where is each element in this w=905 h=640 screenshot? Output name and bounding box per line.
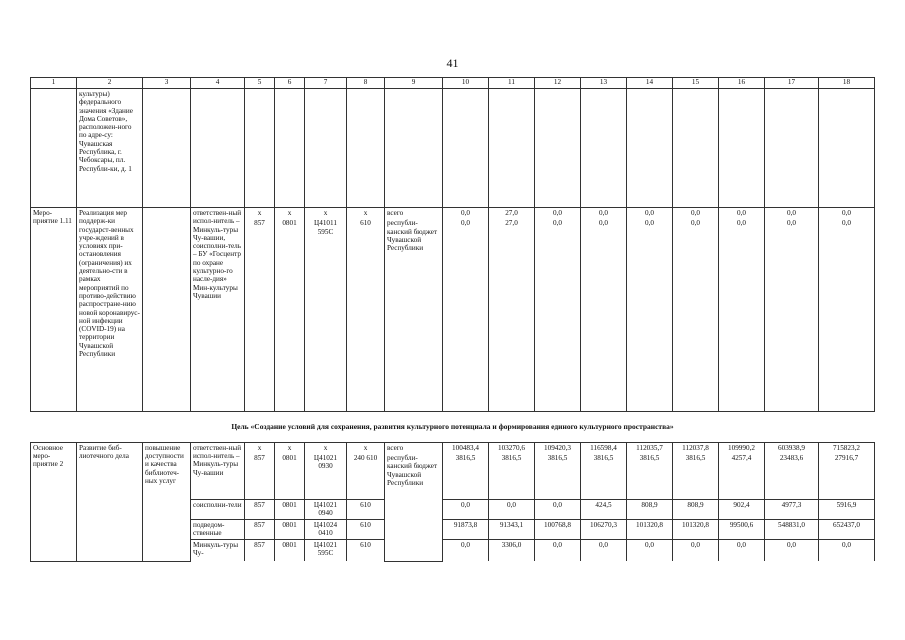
value-cell: 0,0 xyxy=(627,218,673,411)
value-cell: 0,0 xyxy=(673,539,719,561)
value-cell: 0,0 xyxy=(765,539,819,561)
value-cell: 0,0 xyxy=(535,218,581,411)
row-goal-text: повышение доступности и качества библиотеч-ных услуг xyxy=(143,442,191,561)
header-cell: 5 xyxy=(245,78,275,89)
table-cell xyxy=(765,89,819,208)
value-cell: 652437,0 xyxy=(819,519,875,539)
value-cell: 100483,4 xyxy=(443,442,489,453)
table-cell xyxy=(443,89,489,208)
value-cell: 23483,6 xyxy=(765,453,819,499)
table-cell: Ц41021 0930 xyxy=(305,453,347,499)
row-executor: ответствен-ный испол-нитель – Минкуль-туры Чу-вашии xyxy=(191,442,245,499)
table-cell: республи-канский бюджет Чувашской Республики xyxy=(385,218,443,411)
value-cell: 27916,7 xyxy=(819,453,875,499)
table-cell xyxy=(143,89,191,208)
table-cell: 610 xyxy=(347,519,385,539)
value-cell: 0,0 xyxy=(443,218,489,411)
table-cell xyxy=(819,89,875,208)
value-cell: 0,0 xyxy=(581,218,627,411)
table-cell: 240 610 xyxy=(347,453,385,499)
table-cell: 0801 xyxy=(275,453,305,499)
header-cell: 8 xyxy=(347,78,385,89)
value-cell: 3816,5 xyxy=(581,453,627,499)
row-executor: Минкуль-туры Чу- xyxy=(191,539,245,561)
value-cell: 548831,0 xyxy=(765,519,819,539)
value-cell: 101320,8 xyxy=(627,519,673,539)
page-number: 41 xyxy=(446,56,459,70)
value-cell: 112035,7 xyxy=(627,442,673,453)
value-cell: 100768,8 xyxy=(535,519,581,539)
value-cell: 0,0 xyxy=(443,539,489,561)
value-cell: 0,0 xyxy=(443,499,489,519)
row-executor: соисполни-тели xyxy=(191,499,245,519)
value-cell: 0,0 xyxy=(443,208,489,219)
value-cell: 808,9 xyxy=(627,499,673,519)
value-cell: 0,0 xyxy=(489,499,535,519)
value-cell: 91343,1 xyxy=(489,519,535,539)
table-cell: 0801 xyxy=(275,539,305,561)
value-cell: 27,0 xyxy=(489,208,535,219)
table-cell xyxy=(347,89,385,208)
header-cell: 15 xyxy=(673,78,719,89)
table-cell: 0801 xyxy=(275,218,305,411)
table-cell xyxy=(191,89,245,208)
table-cell: 857 xyxy=(245,218,275,411)
value-cell: 0,0 xyxy=(719,218,765,411)
value-cell: 116598,4 xyxy=(581,442,627,453)
value-cell: 0,0 xyxy=(673,208,719,219)
row-description: культуры) федерального значения «Здание Дома Советов», расположен-ного по адре-су: Чувашская Республика, г. Чебоксары, пл. Республи-ки, д. 1 xyxy=(77,89,143,208)
value-cell: 902,4 xyxy=(719,499,765,519)
table-row xyxy=(31,442,875,453)
table-cell: Ц41011 595С xyxy=(305,218,347,411)
value-cell: 603938,9 xyxy=(765,442,819,453)
value-cell: 808,9 xyxy=(673,499,719,519)
header-cell: 17 xyxy=(765,78,819,89)
value-cell: 0,0 xyxy=(819,539,875,561)
value-cell: 0,0 xyxy=(535,208,581,219)
value-cell: 0,0 xyxy=(627,208,673,219)
goal-row xyxy=(31,411,875,442)
table-row xyxy=(31,89,875,208)
header-cell: 16 xyxy=(719,78,765,89)
table-cell: Ц41024 0410 xyxy=(305,519,347,539)
table-row xyxy=(31,208,875,219)
table-cell xyxy=(581,89,627,208)
value-cell: 0,0 xyxy=(765,208,819,219)
budget-table xyxy=(30,77,875,562)
value-cell: 112037,8 xyxy=(673,442,719,453)
table-cell: 0801 xyxy=(275,519,305,539)
header-cell: 10 xyxy=(443,78,489,89)
table-cell: x xyxy=(275,208,305,219)
value-cell: 424,5 xyxy=(581,499,627,519)
header-cell: 7 xyxy=(305,78,347,89)
header-row xyxy=(31,78,875,89)
row-description: Реализация мер поддерж-ки государст-венных учре-ждений в условиях при-остановления (ограничения) их деятельно-сти в рамках мероприятий по противо-действию распростране-нию новой коронавирус-ной инфекции (COVID-19) на территории Чувашской Республики xyxy=(77,208,143,412)
row-label: Основное меро-приятие 2 xyxy=(31,442,77,561)
header-cell: 18 xyxy=(819,78,875,89)
table-cell xyxy=(673,89,719,208)
table-cell xyxy=(489,89,535,208)
table-cell: 0801 xyxy=(275,499,305,519)
table-cell: x xyxy=(305,208,347,219)
table-cell xyxy=(719,89,765,208)
value-cell: 0,0 xyxy=(819,208,875,219)
value-cell: 3816,5 xyxy=(535,453,581,499)
value-cell: 0,0 xyxy=(719,539,765,561)
table-cell xyxy=(143,208,191,412)
value-cell: 3306,0 xyxy=(489,539,535,561)
table-cell: Ц41021 595С xyxy=(305,539,347,561)
goal-title: Цель «Создание условий для сохранения, развития культурного потенциала и формирования единого культурного пространства» xyxy=(31,411,875,442)
table-cell xyxy=(535,89,581,208)
table-cell: 857 xyxy=(245,453,275,499)
value-cell: 0,0 xyxy=(719,208,765,219)
header-cell: 9 xyxy=(385,78,443,89)
table-cell: x xyxy=(347,442,385,453)
table-cell: 610 xyxy=(347,218,385,411)
table-cell: Ц41021 0940 xyxy=(305,499,347,519)
row-description: Развитие биб-лиотечного дела xyxy=(77,442,143,561)
value-cell: 3816,5 xyxy=(673,453,719,499)
row-executor: ответствен-ный испол-нитель – Минкуль-туры Чу-вашии, соисполни-тель – БУ «Госцентр по охране культурно-го насле-дия» Мин-культуры Чувашии xyxy=(191,208,245,412)
table-cell: республи-канский бюджет Чувашской Республики xyxy=(385,453,443,561)
value-cell: 715823,2 xyxy=(819,442,875,453)
value-cell: 0,0 xyxy=(673,218,719,411)
header-cell: 3 xyxy=(143,78,191,89)
value-cell: 3816,5 xyxy=(627,453,673,499)
table-cell xyxy=(275,89,305,208)
value-cell: 0,0 xyxy=(581,208,627,219)
value-cell: 27,0 xyxy=(489,218,535,411)
value-cell: 0,0 xyxy=(819,218,875,411)
table-cell: 857 xyxy=(245,539,275,561)
table-cell: 857 xyxy=(245,499,275,519)
table-cell: x xyxy=(245,208,275,219)
value-cell: 0,0 xyxy=(535,539,581,561)
table-cell: всего xyxy=(385,208,443,219)
value-cell: 0,0 xyxy=(627,539,673,561)
header-cell: 1 xyxy=(31,78,77,89)
header-cell: 4 xyxy=(191,78,245,89)
header-cell: 11 xyxy=(489,78,535,89)
value-cell: 0,0 xyxy=(535,499,581,519)
header-cell: 14 xyxy=(627,78,673,89)
value-cell: 101320,8 xyxy=(673,519,719,539)
table-cell: x xyxy=(347,208,385,219)
value-cell: 3816,5 xyxy=(489,453,535,499)
value-cell: 91873,8 xyxy=(443,519,489,539)
table-cell xyxy=(31,89,77,208)
table-cell: 857 xyxy=(245,519,275,539)
table-cell xyxy=(385,89,443,208)
table-cell: 610 xyxy=(347,499,385,519)
table-cell xyxy=(627,89,673,208)
row-executor: подведом-ственные xyxy=(191,519,245,539)
table-cell: x xyxy=(305,442,347,453)
value-cell: 109420,3 xyxy=(535,442,581,453)
table-cell xyxy=(305,89,347,208)
value-cell: 109990,2 xyxy=(719,442,765,453)
value-cell: 4977,3 xyxy=(765,499,819,519)
table-cell: x xyxy=(275,442,305,453)
value-cell: 0,0 xyxy=(581,539,627,561)
value-cell: 3816,5 xyxy=(443,453,489,499)
value-cell: 106270,3 xyxy=(581,519,627,539)
header-cell: 12 xyxy=(535,78,581,89)
header-cell: 2 xyxy=(77,78,143,89)
table-cell: всего xyxy=(385,442,443,453)
row-label: Меро-приятие 1.11 xyxy=(31,208,77,412)
header-cell: 6 xyxy=(275,78,305,89)
table-cell: 610 xyxy=(347,539,385,561)
value-cell: 5916,9 xyxy=(819,499,875,519)
value-cell: 0,0 xyxy=(765,218,819,411)
value-cell: 99500,6 xyxy=(719,519,765,539)
header-cell: 13 xyxy=(581,78,627,89)
value-cell: 103270,6 xyxy=(489,442,535,453)
value-cell: 4257,4 xyxy=(719,453,765,499)
table-cell xyxy=(245,89,275,208)
table-cell: x xyxy=(245,442,275,453)
